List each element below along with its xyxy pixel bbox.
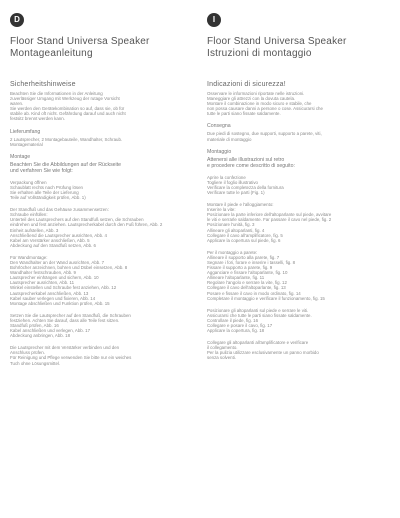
- page-title-it: [207, 36, 392, 60]
- delivery-text: Due piedi di sostegno, due supporti, supporto a parete, viti, materiale di montaggio: [207, 131, 322, 142]
- parts-text: Aprire la confezione Togliere il foglio illustrativo Verificare la completezza della fornitura Verificare tutte le parti (Fig. 1): [207, 174, 284, 195]
- title-product: Floor Stand Universa Speaker: [207, 36, 347, 47]
- delivery-heading: Lieferumfang: [10, 128, 41, 135]
- safety-text: Beachten Sie die Informationen in der Anleitung zuverlässiger Umgang mit Werkzeug der rutage Vorsicht waren. Sie werden den Gerätekombination so auf, dass sie, ob für stabile ab. Kind oft nicht. Gefährdung darauf und auch nicht festsitz brennt werden kann.: [10, 91, 126, 122]
- steps-block-2: Per il montaggio a parete: Allineare il supporto alla parete, fig. 7 Segnare i fori, forare e inserire i tasselli, fig. 8 Fissare il supporto a parete, fig. 9 Agganciare e fissare l'altoparlante, fig. 10 Allineare l'altoparlante, fig. 11 Regolare l'angolo e serrare la vite, fig. 12 Collegare il cavo dell'altoparlante, fig. 13 Posare e fissare il cavo in modo ordinato, fig. 14 Completare il montaggio e verificare il funzionamento, fig. 15: [207, 249, 325, 301]
- mounting-subheading: Attenersi alle illustrazioni sul retro e procedere come descritto di seguito:: [207, 156, 295, 169]
- content-it: [207, 81, 387, 361]
- language-badge-it: I: [207, 13, 221, 27]
- safety-text: Osservare le informazioni riportate nelle istruzioni. Maneggiare gli attrezzi con la dovuta cautela. Montare il combinazione in modo sicuro e stabile, che non possa causare danni a persone o cose. Assicurarsi che tutte le parti siano fissate saldamente.: [207, 91, 323, 117]
- mounting-heading: Montaggio: [207, 148, 232, 155]
- delivery-text: 2 Lautsprecher, 2 Montagebauteile, Wandhalter, Schraub. Montagematerial: [10, 136, 123, 147]
- steps-block-2: Für Wandmontage: Den Wandhalter an der Wand ausrichten, Abb. 7 Bohrlöcher anzeichnen, bohren und Dübel einsetzen, Abb. 8 Wandhalter festschrauben, Abb. 9 Lautsprecher einhängen und sichern, Abb. 10 Lautsprecher ausrichten, Abb. 11 Winkel einstellen und Schraube fest anziehen, Abb. 12 Lautsprecherkabel anschließen, Abb. 13 Kabel sauber verlegen und fixieren, Abb. 14 Montage abschließen und Funktion prüfen, Abb. 15: [10, 254, 128, 306]
- steps-block-4: Collegare gli altoparlanti all'amplificatore e verificare il collegamento. Per la pulizia utilizzare esclusivamente un panno morbido senza solventi.: [207, 340, 319, 361]
- steps-block-1: Der Standfuß und das Gehäuse zusammensetzen: Schraube einfüllen: Unterteil des Lautsprechers auf den Standfuß setzen, die Schrauben eindrehen und fest anziehen. Lautsprecherkabel durch den Fuß führen, Abb. 2 Einheit aufstellen, Abb. 3 Anschließend die Lautsprecher ausrichten, Abb. 4 Kabel am Verstärker anschließen, Abb. 5 Abdeckung auf den Standfuß setzen, Abb. 6: [10, 207, 163, 248]
- steps-block-4: Die Lautsprecher mit dem Verstärker verbinden und den Anschluss prüfen. Für Reinigung und Pflege verwenden Sie bitte nur ein weiches Tuch ohne Lösungsmittel.: [10, 345, 132, 366]
- mounting-subheading: Beachten Sie die Abbildungen auf der Rückseite und verfahren Sie wie folgt:: [10, 161, 122, 174]
- page-title-de: [10, 36, 195, 60]
- mounting-heading: Montage: [10, 153, 31, 160]
- parts-text: Verpackung öffnen Schaublatt rechts nach Prüfung lösen Sie erhalten alle Teile der Lieferung Teile auf Vollständigkeit prüfen, Abb. 1): [10, 179, 86, 201]
- steps-block-3: Posizionare gli altoparlanti sul piede e serrare le viti. Assicurarsi che tutte le parti siano fissate saldamente. Controllare il piede, fig. 16 Collegare e posare il cavo, fig. 17 Applicare la copertura, fig. 18: [207, 307, 312, 334]
- title-document: Istruzioni di montaggio: [207, 48, 312, 59]
- steps-block-1: Montare il piede e l'alloggiamento: Inserire la vite: Posizionare la parte inferiore dell'altoparlante sul piede, avvitare le viti e serrarle saldamente. Far passare il cavo nel piede, fig. 2 Posizionare l'unità, fig. 3 Allineare gli altoparlanti, fig. 4 Collegare il cavo all'amplificatore, fig. 5 Applicare la copertura sul piede, fig. 6: [207, 202, 332, 243]
- title-document: Montageanleitung: [10, 48, 93, 59]
- safety-heading: Sicherheitshinweise: [10, 81, 76, 88]
- safety-heading: Indicazioni di sicurezza!: [207, 81, 286, 88]
- delivery-heading: Consegna: [207, 123, 231, 130]
- steps-block-3: Setzen Sie die Lautsprecher auf den Standfuß, die Schrauben festziehen. Achten Sie darauf, dass alle Teile fest sitzen. Standfuß prüfen, Abb. 16 Kabel anschließen und verlegen, Abb. 17 Abdeckung anbringen, Abb. 18: [10, 312, 131, 339]
- language-badge-de: D: [10, 13, 24, 27]
- title-product: Floor Stand Universa Speaker: [10, 36, 150, 47]
- content-de: [10, 81, 190, 366]
